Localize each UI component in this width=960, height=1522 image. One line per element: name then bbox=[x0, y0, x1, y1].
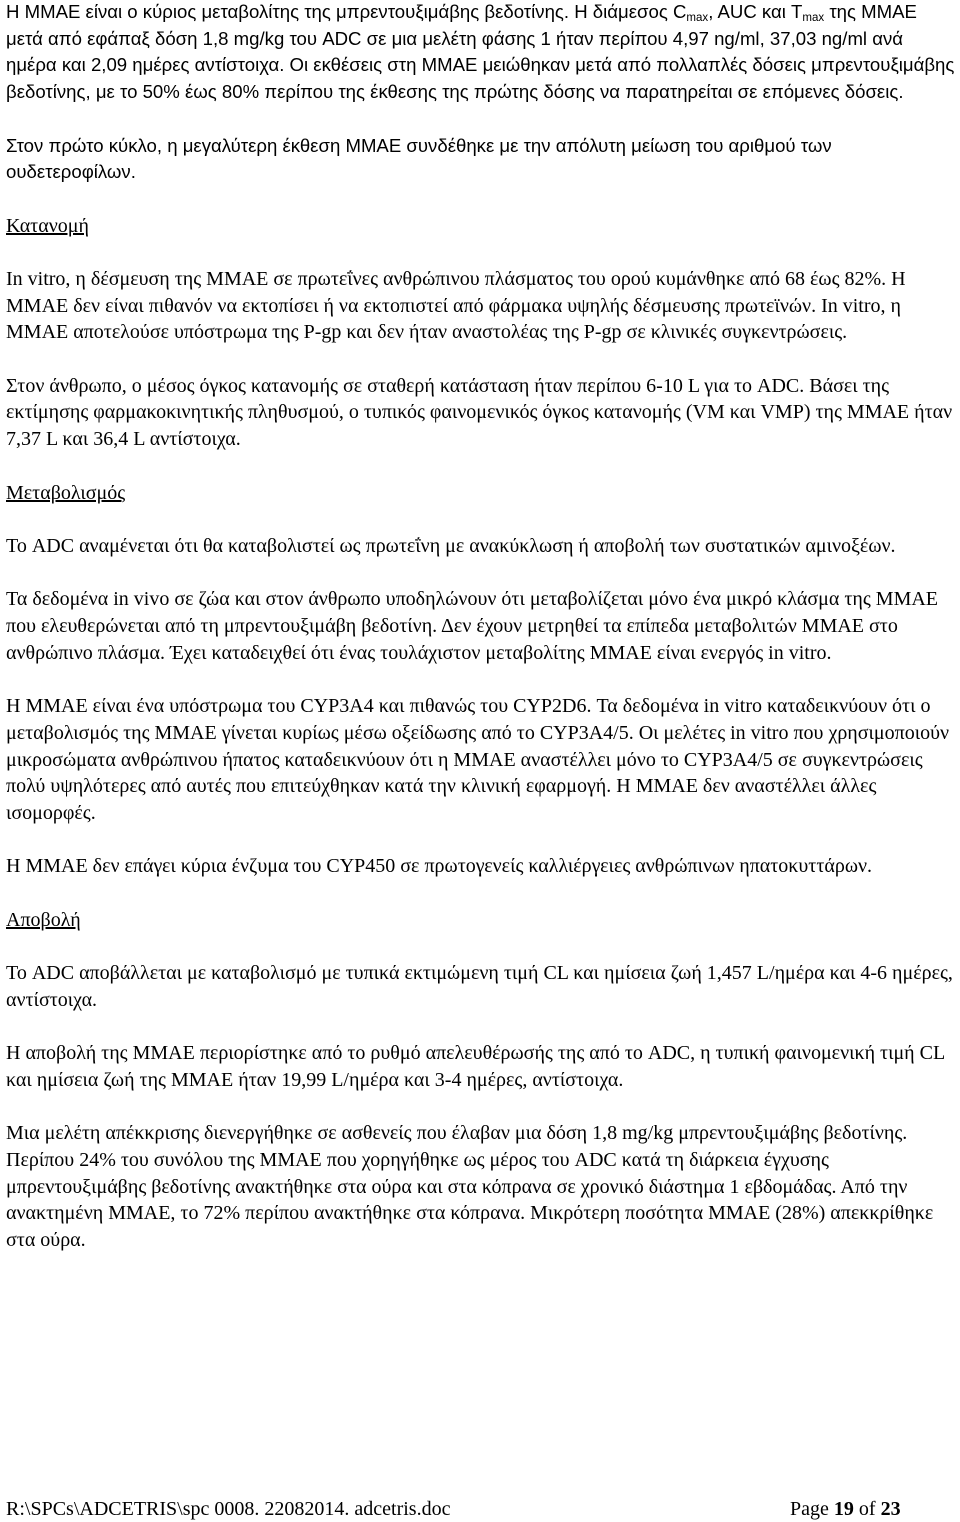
neutrophil-paragraph: Στον πρώτο κύκλο, η μεγαλύτερη έκθεση MMAE συνδέθηκε με την απόλυτη μείωση του αριθμού των ουδετεροφίλων. bbox=[6, 134, 832, 183]
distribution-paragraph-2: Στον άνθρωπο, ο μέσος όγκος κατανομής σε σταθερή κατάσταση ήταν περίπου 6-10 L για το ADC. Βάσει της εκτίμησης φαρμακοκινητικής πληθυσμού, ο τυπικός φαινομενικός όγκος κατανομής (VM και VMP) της MMAE ήταν 7,37 L και 36,4 L αντίστοιχα. bbox=[6, 374, 953, 451]
distribution-heading: Κατανομή bbox=[6, 214, 89, 237]
page-footer bbox=[0, 1496, 960, 1522]
distribution-paragraph-1: In vitro, η δέσμευση της MMAE σε πρωτεΐνες ανθρώπινου πλάσματος του ορού κυμάνθηκε από 68 έως 82%. Η MMAE δεν είναι πιθανόν να εκτοπίσει ή να εκτοπιστεί από φάρμακα υψηλής δέσμευσης πρωτεϊνών. In vitro, η MMAE αποτελούσε υπόστρωμα της P-gp και δεν ήταν αναστολέας της P-gp σε κλινικές συγκεντρώσεις. bbox=[6, 267, 906, 344]
pk-intro-text-a: Η MMAE είναι ο κύριος μεταβολίτης της μπρεντουξιμάβης βεδοτίνης. Η διάμεσος C bbox=[6, 1, 687, 22]
footer-total-pages: 23 bbox=[880, 1498, 901, 1520]
footer-page-number bbox=[790, 1496, 901, 1522]
footer-file-path: R:\SPCs\ADCETRIS\spc 0008. 22082014. adcetris.doc bbox=[6, 1498, 451, 1520]
elimination-paragraph-1: Το ADC αποβάλλεται με καταβολισμό με τυπικά εκτιμώμενη τιμή CL και ημίσεια ζωή 1,457 L/ημέρα και 4-6 ημέρες, αντίστοιχα. bbox=[6, 962, 953, 1011]
document-page bbox=[6, 0, 956, 1254]
pk-intro-paragraph bbox=[6, 0, 956, 106]
pk-intro-text-c: της MMAE μετά από εφάπαξ δόση 1,8 mg/kg του ADC σε μια μελέτη φάσης 1 ήταν περίπου 4,97 ng/ml, 37,03 ng/ml ανά ημέρα και 2,09 ημέρες αντίστοιχα. Οι εκθέσεις στη MMAE μειώθηκαν μετά από πολλαπλές δόσεις μπρεντουξιμάβης βεδοτίνης, με το 50% έως 80% περίπου της έκθεσης της πρώτης δόσης να παρατηρείται σε επόμενες δόσεις. bbox=[6, 1, 955, 103]
metabolism-paragraph-2: Τα δεδομένα in vivo σε ζώα και στον άνθρωπο υποδηλώνουν ότι μεταβολίζεται μόνο ένα μικρό κλάσμα της MMAE που ελευθερώνεται από τη μπρεντουξιμάβη βεδοτίνη. Δεν έχουν μετρηθεί τα επίπεδα μεταβολιτών MMAE στο ανθρώπινο πλάσμα. Έχει καταδειχθεί ότι ένας τουλάχιστον μεταβολίτης MMAE είναι ενεργός in vitro. bbox=[6, 588, 939, 664]
cmax-subscript: max bbox=[686, 11, 709, 24]
elimination-heading: Αποβολή bbox=[6, 908, 81, 931]
metabolism-paragraph-4: Η MMAE δεν επάγει κύρια ένζυμα του CYP450 σε πρωτογενείς καλλιέργειες ανθρώπινων ηπατοκυττάρων. bbox=[6, 855, 873, 878]
footer-of-word: of bbox=[858, 1498, 876, 1520]
metabolism-paragraph-1: Το ADC αναμένεται ότι θα καταβολιστεί ως πρωτεΐνη με ανακύκλωση ή αποβολή των συστατικών αμινοξέων. bbox=[6, 534, 896, 557]
pk-intro-text-b: , AUC και T bbox=[708, 1, 803, 22]
elimination-paragraph-2: Η αποβολή της MMAE περιορίστηκε από το ρυθμό απελευθέρωσής της από το ADC, η τυπική φαινομενική τιμή CL και ημίσεια ζωή της MMAE ήταν 19,99 L/ημέρα και 3-4 ημέρες, αντίστοιχα. bbox=[6, 1042, 945, 1091]
metabolism-heading: Μεταβολισμός bbox=[6, 481, 126, 504]
footer-page-word: Page bbox=[790, 1498, 829, 1520]
metabolism-paragraph-3: Η MMAE είναι ένα υπόστρωμα του CYP3A4 και πιθανώς του CYP2D6. Τα δεδομένα in vitro καταδεικνύουν ότι ο μεταβολισμός της MMAE γίνεται κυρίως μέσω οξείδωσης από το CYP3A4/5. Οι μελέτες in vitro που χρησιμοποιούν μικροσώματα ανθρώπινου ήπατος καταδεικνύουν ότι η MMAE αναστέλλει μόνο το CYP3A4/5 σε συγκεντρώσεις πολύ υψηλότερες από αυτές που επιτεύχθηκαν κατά την κλινική εφαρμογή. Η MMAE δεν αναστέλλει άλλες ισομορφές. bbox=[6, 695, 950, 824]
footer-current-page: 19 bbox=[833, 1498, 854, 1520]
elimination-paragraph-3: Μια μελέτη απέκκρισης διενεργήθηκε σε ασθενείς που έλαβαν μια δόση 1,8 mg/kg μπρεντουξιμάβης βεδοτίνης. Περίπου 24% του συνόλου της MMAE που χορηγήθηκε ως μέρος του ADC κατά τη διάρκεια έγχυσης μπρεντουξιμάβης βεδοτίνης ανακτήθηκε στα ούρα και στα κόπρανα σε χρονικό διάστημα 1 εβδομάδας. Από την ανακτημένη MMAE, το 72% περίπου ανακτήθηκε στα κόπρανα. Μικρότερη ποσότητα MMAE (28%) απεκκρίθηκε στα ούρα. bbox=[6, 1122, 934, 1252]
tmax-subscript: max bbox=[802, 11, 825, 24]
